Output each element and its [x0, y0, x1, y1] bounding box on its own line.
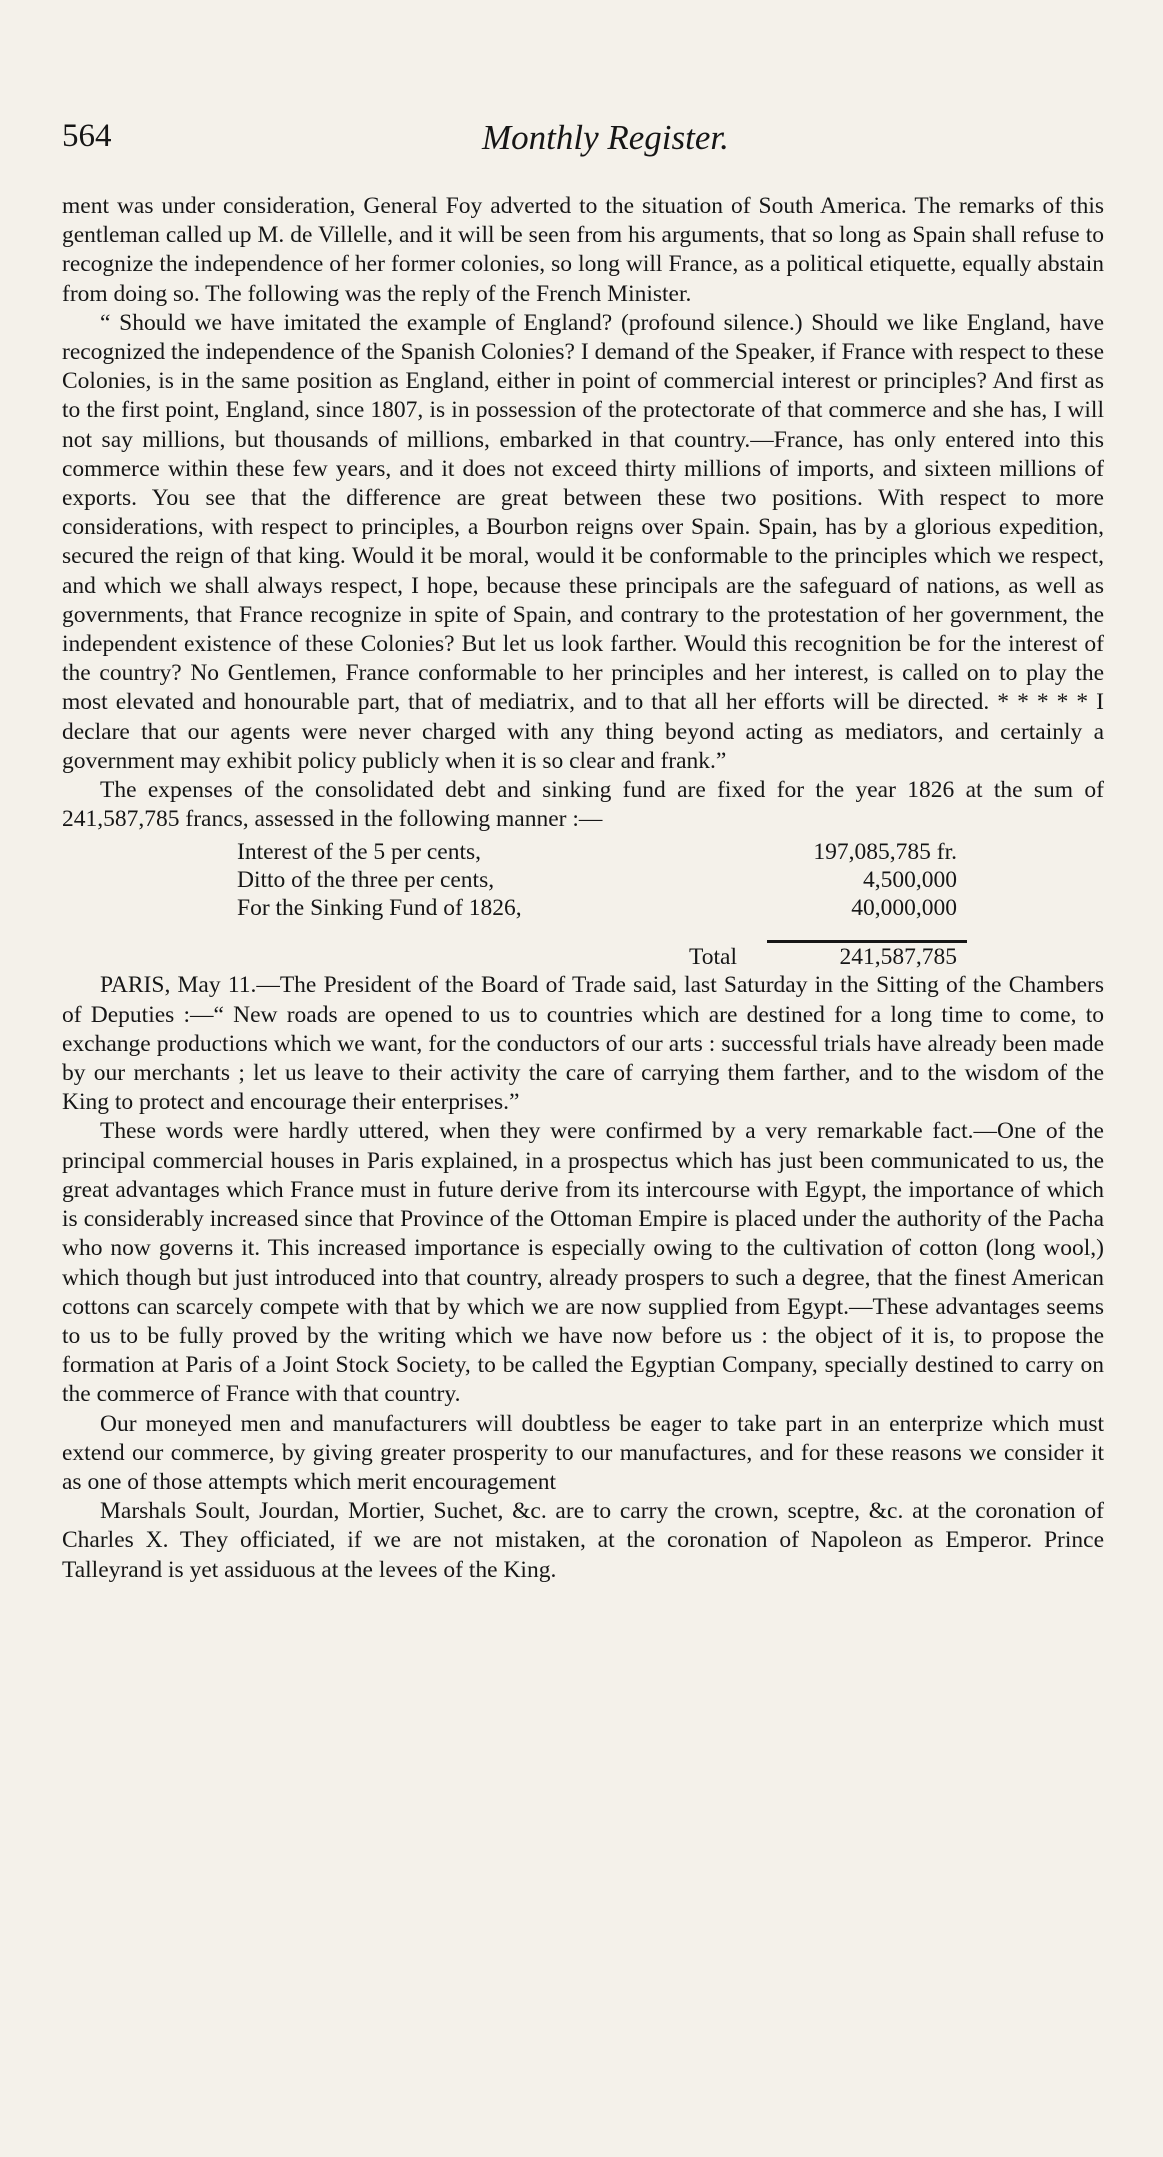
expense-label: Interest of the 5 per cents,: [237, 839, 482, 866]
total-label: Total: [689, 943, 737, 970]
total-amount: 241,587,785: [767, 942, 967, 972]
expense-amount: 40,000,000: [851, 895, 957, 922]
paragraph-egyptian-company: These words were hardly uttered, when they were confirmed by a very remarkable fact.—One of the principal commercial houses in Paris explained, in a prospectus which has just been communicated to us, the great advantages which France must in future derive from its intercourse with Egypt, the importance of which is considerably increased since that Province of the Ottoman Empire is placed under the authority of the Pacha who now governs it. This increased importance is especially owing to the cultivation of cotton (long wool,) which though but just introduced into that country, already prospers to such a degree, that the finest American cottons can scarcely compete with that by which we are now supplied from Egypt.—These advantages seems to us to be fully proved by the writing which we have now before us : the object of it is, to propose the formation at Paris of a Joint Stock Society, to be called the Egyptian Company, specially destined to carry on the commerce of France with that country.: [62, 1118, 1104, 1408]
page-number: 564: [62, 118, 112, 154]
paragraph-minister-reply: “ Should we have imitated the example of England? (profound silence.) Should we like England, have recognized the independence of the Spanish Colonies? I demand of the Speaker, if France with respect to these Colonies, is in the same position as England, either in point of commercial interest or principles? And first as to the first point, England, since 1807, is in possession of the protectorate of that commerce and she has, I will not say millions, but thousands of millions, embarked in that country.—France, has only entered into this commerce within these few years, and it does not exceed thirty millions of imports, and sixteen millions of exports. You see that the difference are great between these two positions. With respect to more considerations, with respect to principles, a Bourbon reigns over Spain. Spain, has by a glorious expedition, secured the reign of that king. Would it be moral, would it be conformable to the principles which we respect, and which we shall always respect, I hope, because these principals are the safeguard of nations, as well as governments, that France recognize in spite of Spain, and contrary to the protestation of her government, the independent existence of these Colonies? But let us look farther. Would this recognition be for the interest of the country? No Gentlemen, France conformable to her principles and her interest, is called on to play the most elevated and honourable part, that of mediatrix, and to that all her efforts will be directed. * * * * * I declare that our agents were never charged with any thing beyond acting as mediators, and certainly a government may exhibit policy publicly when it is so clear and frank.”: [62, 309, 1104, 774]
expense-label: Ditto of the three per cents,: [237, 867, 495, 894]
table-total-row: [237, 942, 967, 972]
article-body: [62, 192, 1104, 1585]
paragraph-marshals: Marshals Soult, Jourdan, Mortier, Suchet, &c. are to carry the crown, sceptre, &c. at the coronation of Charles X. They officiated, if we are not mistaken, at the coronation of Napoleon as Emperor. Prince Talleyrand is yet assiduous at the levees of the King.: [62, 1498, 1104, 1583]
table-row: [237, 894, 967, 922]
paragraph-paris-may: PARIS, May 11.—The President of the Board of Trade said, last Saturday in the Sitting of the Chambers of Deputies :—“ New roads are opened to us to countries which are destined for a long time to come, to exchange productions which we want, for the conductors of our arts : successful trials have already been made by our merchants ; let us leave to their activity the care of carrying them farther, and to the wisdom of the King to protect and encourage their enterprises.”: [62, 972, 1104, 1116]
expense-amount: 4,500,000: [863, 867, 957, 894]
paragraph-expenses-intro: The expenses of the consolidated debt and sinking fund are fixed for the year 1826 at the sum of 241,587,785 francs, assessed in the following manner :—: [62, 777, 1104, 833]
table-spacer: [237, 922, 967, 942]
expense-table: [237, 838, 967, 971]
paragraph-moneyed-men: Our moneyed men and manufacturers will doubtless be eager to take part in an enterprize which must extend our commerce, by giving greater prosperity to our manufactures, and for these reasons we consider it as one of those attempts which merit encouragement: [62, 1410, 1104, 1495]
page-header: [62, 118, 1102, 168]
running-title: Monthly Register.: [482, 118, 729, 157]
expense-label: For the Sinking Fund of 1826,: [237, 895, 522, 922]
table-row: [237, 838, 967, 866]
paragraph-continuation: ment was under consideration, General Foy adverted to the situation of South America. The remarks of this gentleman called up M. de Villelle, and it will be seen from his arguments, that so long as Spain shall refuse to recognize the independence of her former colonies, so long will France, as a political etiquette, equally abstain from doing so. The following was the reply of the French Minister.: [62, 193, 1104, 307]
table-row: [237, 866, 967, 894]
expense-amount: 197,085,785 fr.: [813, 839, 957, 866]
